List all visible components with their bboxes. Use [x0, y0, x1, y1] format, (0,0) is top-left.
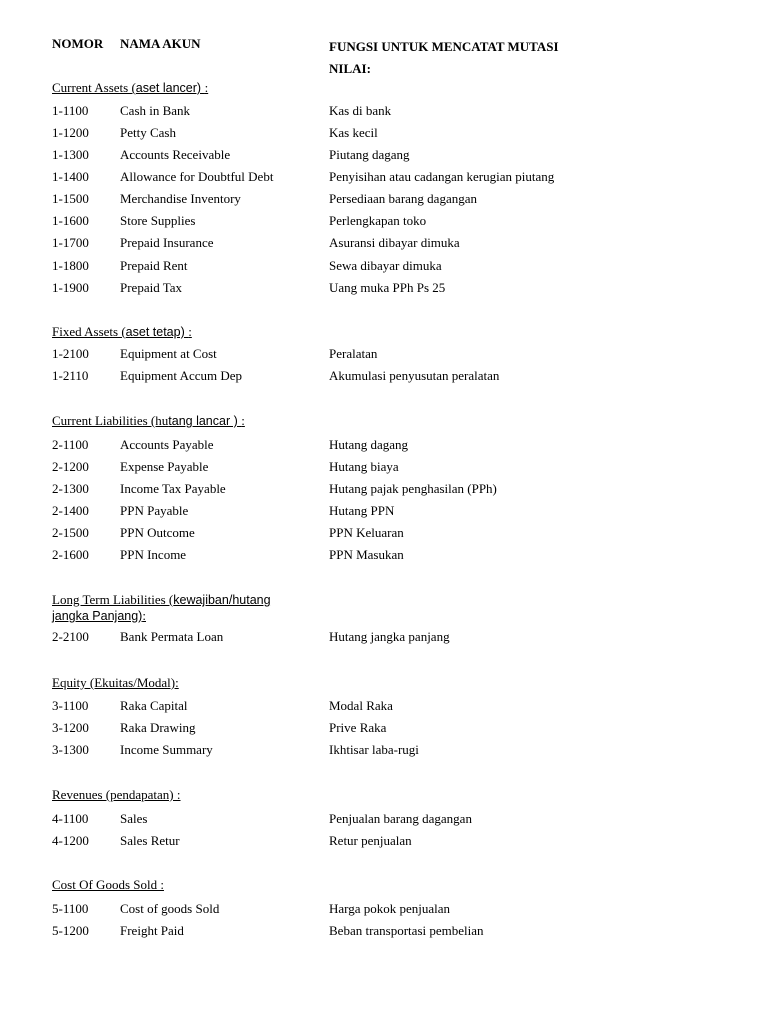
account-name: Raka Drawing [120, 720, 196, 735]
account-function: Hutang biaya [329, 459, 399, 474]
account-function: Penyisihan atau cadangan kerugian piutang [329, 169, 555, 184]
account-function: Prive Raka [329, 720, 387, 735]
account-number: 2-1300 [52, 481, 89, 496]
account-number: 1-1700 [52, 235, 89, 250]
account-function: Modal Raka [329, 698, 393, 713]
table-row [0, 629, 768, 647]
account-number: 1-1300 [52, 147, 89, 162]
account-function: Piutang dagang [329, 147, 410, 162]
section-title-fixed-assets: Fixed Assets (aset tetap) : [52, 324, 192, 339]
table-row [0, 901, 768, 919]
table-row [0, 481, 768, 499]
account-function: PPN Keluaran [329, 525, 404, 540]
table-row [0, 547, 768, 565]
table-row [0, 742, 768, 760]
account-name: Cost of goods Sold [120, 901, 220, 916]
account-name: Merchandise Inventory [120, 191, 241, 206]
table-row [0, 103, 768, 121]
account-number: 1-2110 [52, 368, 89, 383]
account-name: Cash in Bank [120, 103, 191, 118]
account-name: Sales [120, 811, 148, 826]
table-row [0, 346, 768, 364]
account-number: 3-1200 [52, 720, 89, 735]
section-title-long-term-liabilities: Long Term Liabilities (kewajiban/hutang jangka Panjang): [52, 592, 271, 623]
account-name: Income Summary [120, 742, 213, 757]
section-title-current-assets: Current Assets (aset lancer) : [52, 80, 209, 95]
account-name: Sales Retur [120, 833, 180, 848]
account-function: Sewa dibayar dimuka [329, 258, 442, 273]
table-row [0, 503, 768, 521]
header-number: NOMOR [52, 36, 104, 51]
table-row [0, 698, 768, 716]
table-row [0, 525, 768, 543]
account-function: Kas di bank [329, 103, 392, 118]
section-title-equity: Equity (Ekuitas/Modal): [52, 675, 179, 690]
table-header [0, 36, 768, 76]
account-function: Hutang jangka panjang [329, 629, 450, 644]
table-row [0, 125, 768, 143]
table-row [0, 923, 768, 941]
account-number: 1-1500 [52, 191, 89, 206]
account-number: 5-1100 [52, 901, 89, 916]
account-function: Hutang pajak penghasilan (PPh) [329, 481, 497, 496]
table-row [0, 720, 768, 738]
account-function: Ikhtisar laba-rugi [329, 742, 419, 757]
account-name: PPN Income [120, 547, 187, 562]
account-name: Prepaid Rent [120, 258, 188, 273]
table-row [0, 191, 768, 209]
account-number: 1-1400 [52, 169, 89, 184]
table-row [0, 147, 768, 165]
account-function: Akumulasi penyusutan peralatan [329, 368, 500, 383]
header-account-name: NAMA AKUN [120, 36, 201, 51]
table-row [0, 368, 768, 386]
account-number: 5-1200 [52, 923, 89, 938]
account-function: Beban transportasi pembelian [329, 923, 484, 938]
account-name: Petty Cash [120, 125, 176, 140]
account-number: 1-1100 [52, 103, 89, 118]
account-function: Kas kecil [329, 125, 378, 140]
account-name: Allowance for Doubtful Debt [120, 169, 274, 184]
account-number: 3-1100 [52, 698, 89, 713]
account-name: Freight Paid [120, 923, 184, 938]
account-number: 1-2100 [52, 346, 89, 361]
account-number: 3-1300 [52, 742, 89, 757]
account-number: 4-1200 [52, 833, 89, 848]
account-number: 1-1600 [52, 213, 89, 228]
account-function: Peralatan [329, 346, 378, 361]
account-name: Income Tax Payable [120, 481, 226, 496]
account-number: 2-2100 [52, 629, 89, 644]
section-title-revenues: Revenues (pendapatan) : [52, 787, 181, 802]
account-number: 1-1800 [52, 258, 89, 273]
account-function: Hutang dagang [329, 437, 409, 452]
section-title-current-liabilities: Current Liabilities (hutang lancar ) : [52, 413, 245, 428]
account-name: PPN Outcome [120, 525, 195, 540]
account-name: Store Supplies [120, 213, 196, 228]
account-function: Hutang PPN [329, 503, 395, 518]
account-function: PPN Masukan [329, 547, 404, 562]
account-number: 1-1200 [52, 125, 89, 140]
account-number: 4-1100 [52, 811, 89, 826]
account-function: Retur penjualan [329, 833, 412, 848]
account-name: Accounts Payable [120, 437, 214, 452]
account-function: Penjualan barang dagangan [329, 811, 472, 826]
account-number: 2-1200 [52, 459, 89, 474]
account-name: Raka Capital [120, 698, 188, 713]
account-function: Uang muka PPh Ps 25 [329, 280, 446, 295]
account-name: Accounts Receivable [120, 147, 231, 162]
account-function: Persediaan barang dagangan [329, 191, 477, 206]
account-number: 1-1900 [52, 280, 89, 295]
section-title-cost-of-goods-sold: Cost Of Goods Sold : [52, 877, 164, 892]
table-row [0, 258, 768, 276]
account-name: Expense Payable [120, 459, 209, 474]
account-name: PPN Payable [120, 503, 189, 518]
account-number: 2-1600 [52, 547, 89, 562]
account-name: Bank Permata Loan [120, 629, 224, 644]
table-row [0, 811, 768, 829]
table-row [0, 280, 768, 298]
table-row [0, 235, 768, 253]
account-number: 2-1100 [52, 437, 89, 452]
header-function: FUNGSI UNTUK MENCATAT MUTASI NILAI: [329, 39, 559, 76]
account-name: Prepaid Insurance [120, 235, 214, 250]
account-number: 2-1500 [52, 525, 89, 540]
account-number: 2-1400 [52, 503, 89, 518]
account-function: Perlengkapan toko [329, 213, 427, 228]
table-row [0, 437, 768, 455]
table-row [0, 833, 768, 851]
account-name: Equipment at Cost [120, 346, 217, 361]
account-function: Asuransi dibayar dimuka [329, 235, 460, 250]
table-row [0, 213, 768, 231]
table-row [0, 169, 768, 187]
account-name: Equipment Accum Dep [120, 368, 243, 383]
table-row [0, 459, 768, 477]
account-name: Prepaid Tax [120, 280, 183, 295]
account-function: Harga pokok penjualan [329, 901, 451, 916]
